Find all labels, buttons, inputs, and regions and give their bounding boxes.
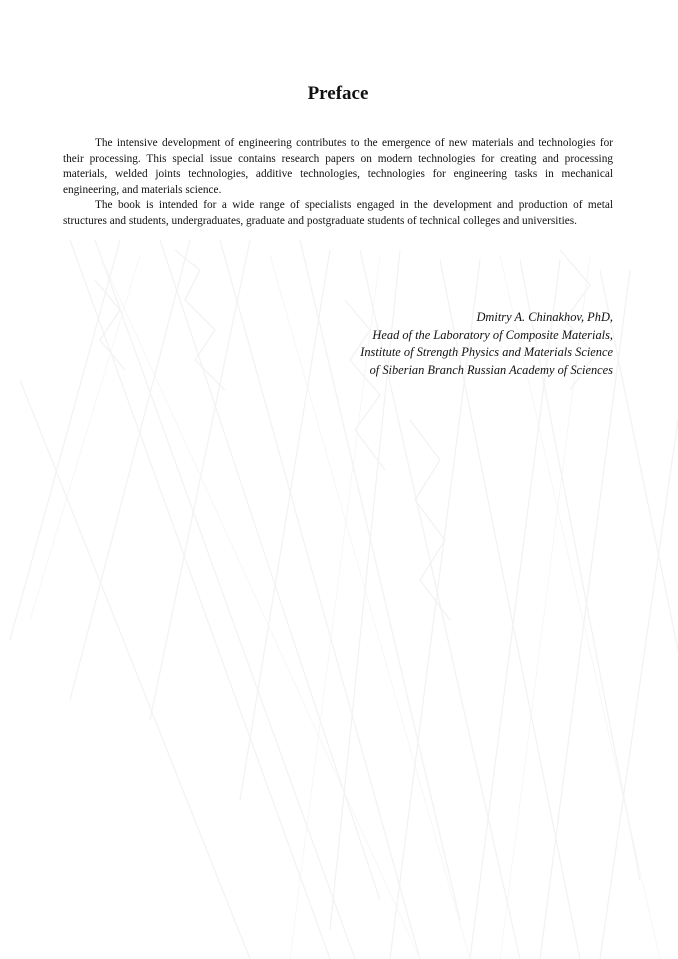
author-position: Head of the Laboratory of Composite Materials, [372, 327, 613, 342]
author-branch: of Siberian Branch Russian Academy of Sciences [369, 362, 613, 377]
page-title: Preface [307, 83, 369, 104]
preface-paragraph-1: The intensive development of engineering contributes to the emergence of new materials and technologies for their processing. This special issue contains research papers on modern technologies for creating and processing materials, welded joints technologies, additive technologies, technologies for engineering tasks in mechanical engineering, and materials science. [63, 137, 613, 196]
author-institute: Institute of Strength Physics and Materials Science [360, 345, 613, 359]
preface-body [63, 136, 613, 230]
preface-paragraph-2: The book is intended for a wide range of specialists engaged in the development and production of metal structures and students, undergraduates, graduate and postgraduate students of technical colleges and universities. [63, 199, 613, 227]
author-name: Dmitry A. Chinakhov, PhD, [476, 310, 613, 324]
author-signature-block [213, 309, 613, 379]
